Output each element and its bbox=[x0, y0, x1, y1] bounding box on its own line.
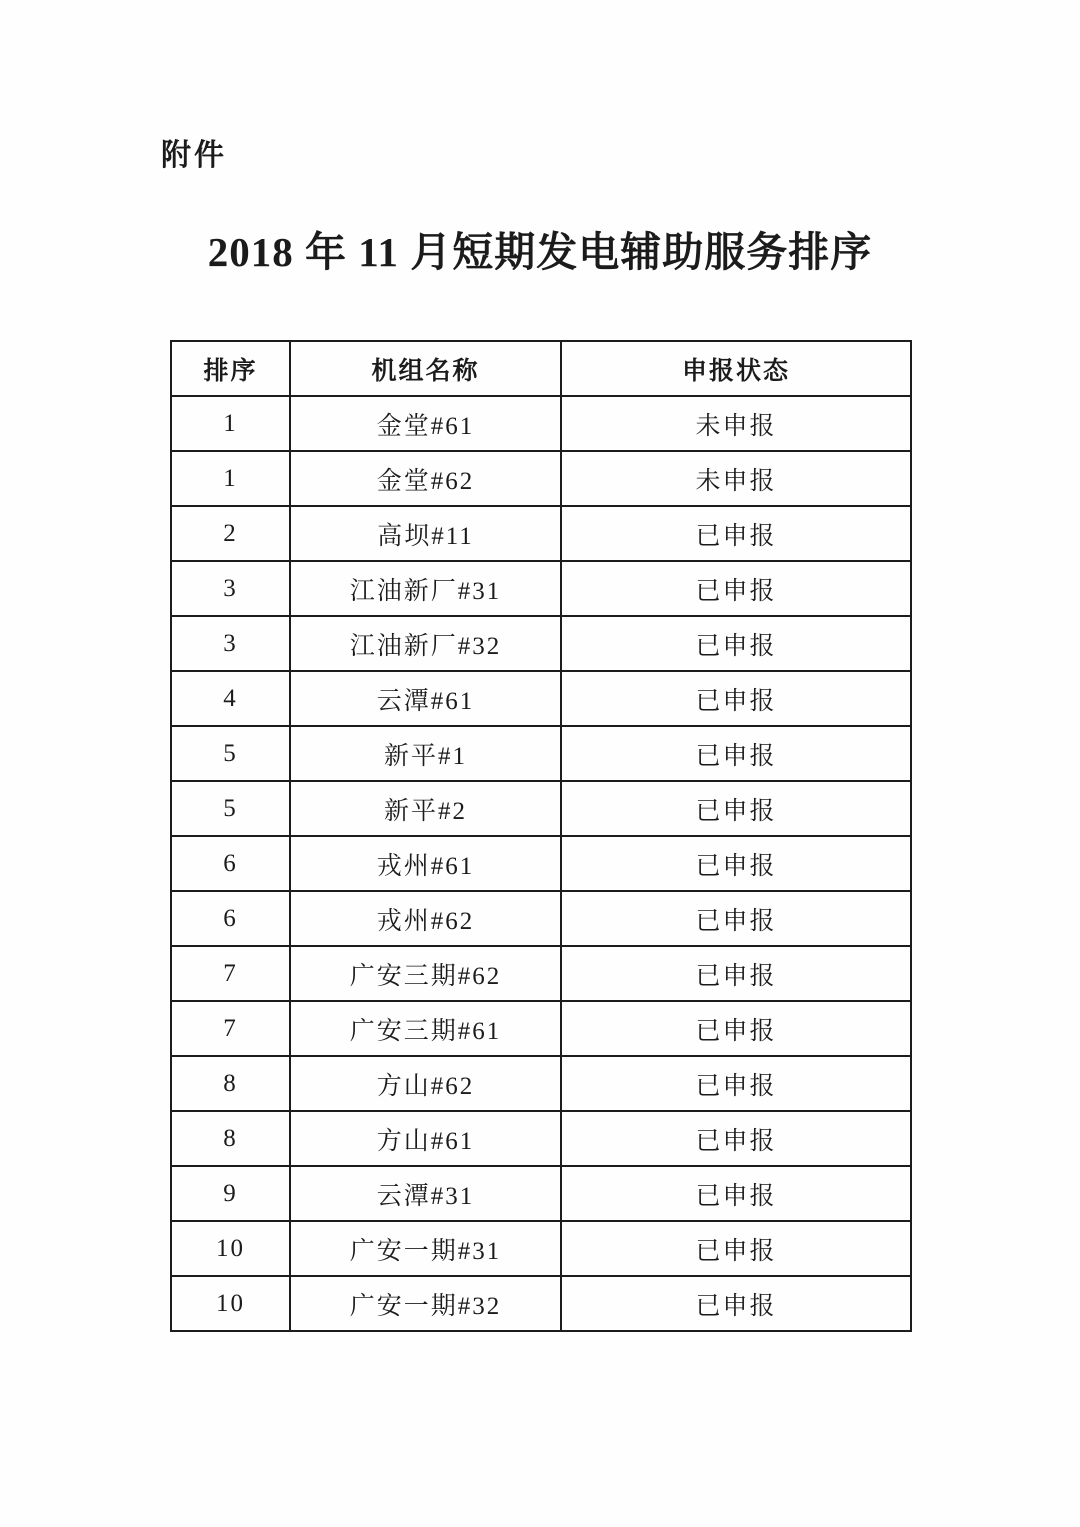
unit-name-cell: 方山#62 bbox=[290, 1056, 561, 1111]
unit-name-cell: 方山#61 bbox=[290, 1111, 561, 1166]
table-row bbox=[171, 836, 911, 891]
unit-name-cell: 广安三期#61 bbox=[290, 1001, 561, 1056]
table-row bbox=[171, 781, 911, 836]
unit-name-cell: 戎州#61 bbox=[290, 836, 561, 891]
status-cell: 已申报 bbox=[561, 836, 911, 891]
status-cell: 已申报 bbox=[561, 891, 911, 946]
status-cell: 已申报 bbox=[561, 946, 911, 1001]
table-row bbox=[171, 451, 911, 506]
table-row bbox=[171, 1001, 911, 1056]
unit-name-cell: 戎州#62 bbox=[290, 891, 561, 946]
table-row bbox=[171, 1056, 911, 1111]
unit-name-cell: 金堂#62 bbox=[290, 451, 561, 506]
status-cell: 已申报 bbox=[561, 1276, 911, 1331]
table-row bbox=[171, 726, 911, 781]
unit-name-cell: 金堂#61 bbox=[290, 396, 561, 451]
rank-cell: 9 bbox=[171, 1166, 290, 1221]
status-cell: 已申报 bbox=[561, 1221, 911, 1276]
column-header-rank: 排序 bbox=[171, 341, 290, 396]
status-cell: 已申报 bbox=[561, 1001, 911, 1056]
unit-name-cell: 广安一期#32 bbox=[290, 1276, 561, 1331]
unit-name-cell: 新平#2 bbox=[290, 781, 561, 836]
unit-name-cell: 广安三期#62 bbox=[290, 946, 561, 1001]
unit-name-cell: 高坝#11 bbox=[290, 506, 561, 561]
rank-cell: 1 bbox=[171, 451, 290, 506]
rank-cell: 8 bbox=[171, 1111, 290, 1166]
status-cell: 已申报 bbox=[561, 506, 911, 561]
rank-cell: 1 bbox=[171, 396, 290, 451]
table-row bbox=[171, 891, 911, 946]
table-header-row bbox=[171, 341, 911, 396]
table-body bbox=[171, 396, 911, 1331]
status-cell: 已申报 bbox=[561, 1111, 911, 1166]
table-row bbox=[171, 616, 911, 671]
table-row bbox=[171, 1221, 911, 1276]
unit-name-cell: 新平#1 bbox=[290, 726, 561, 781]
rank-cell: 3 bbox=[171, 561, 290, 616]
rank-cell: 6 bbox=[171, 836, 290, 891]
table-row bbox=[171, 561, 911, 616]
rank-cell: 5 bbox=[171, 726, 290, 781]
rank-cell: 7 bbox=[171, 946, 290, 1001]
table-row bbox=[171, 946, 911, 1001]
rank-cell: 3 bbox=[171, 616, 290, 671]
unit-name-cell: 江油新厂#31 bbox=[290, 561, 561, 616]
status-cell: 已申报 bbox=[561, 671, 911, 726]
status-cell: 未申报 bbox=[561, 451, 911, 506]
status-cell: 已申报 bbox=[561, 726, 911, 781]
ranking-table bbox=[170, 340, 912, 1332]
unit-name-cell: 江油新厂#32 bbox=[290, 616, 561, 671]
table-row bbox=[171, 396, 911, 451]
rank-cell: 4 bbox=[171, 671, 290, 726]
table-row bbox=[171, 671, 911, 726]
attachment-label: 附件 bbox=[161, 139, 227, 172]
status-cell: 已申报 bbox=[561, 1056, 911, 1111]
status-cell: 未申报 bbox=[561, 396, 911, 451]
rank-cell: 10 bbox=[171, 1221, 290, 1276]
status-cell: 已申报 bbox=[561, 781, 911, 836]
table-row bbox=[171, 1276, 911, 1331]
status-cell: 已申报 bbox=[561, 616, 911, 671]
status-cell: 已申报 bbox=[561, 561, 911, 616]
status-cell: 已申报 bbox=[561, 1166, 911, 1221]
unit-name-cell: 广安一期#31 bbox=[290, 1221, 561, 1276]
rank-cell: 5 bbox=[171, 781, 290, 836]
column-header-declaration-status: 申报状态 bbox=[561, 341, 911, 396]
rank-cell: 6 bbox=[171, 891, 290, 946]
table-row bbox=[171, 506, 911, 561]
unit-name-cell: 云潭#61 bbox=[290, 671, 561, 726]
column-header-unit-name: 机组名称 bbox=[290, 341, 561, 396]
unit-name-cell: 云潭#31 bbox=[290, 1166, 561, 1221]
rank-cell: 10 bbox=[171, 1276, 290, 1331]
table-row bbox=[171, 1111, 911, 1166]
rank-cell: 7 bbox=[171, 1001, 290, 1056]
table-row bbox=[171, 1166, 911, 1221]
rank-cell: 2 bbox=[171, 506, 290, 561]
page-title: 2018 年 11 月短期发电辅助服务排序 bbox=[207, 229, 873, 275]
rank-cell: 8 bbox=[171, 1056, 290, 1111]
